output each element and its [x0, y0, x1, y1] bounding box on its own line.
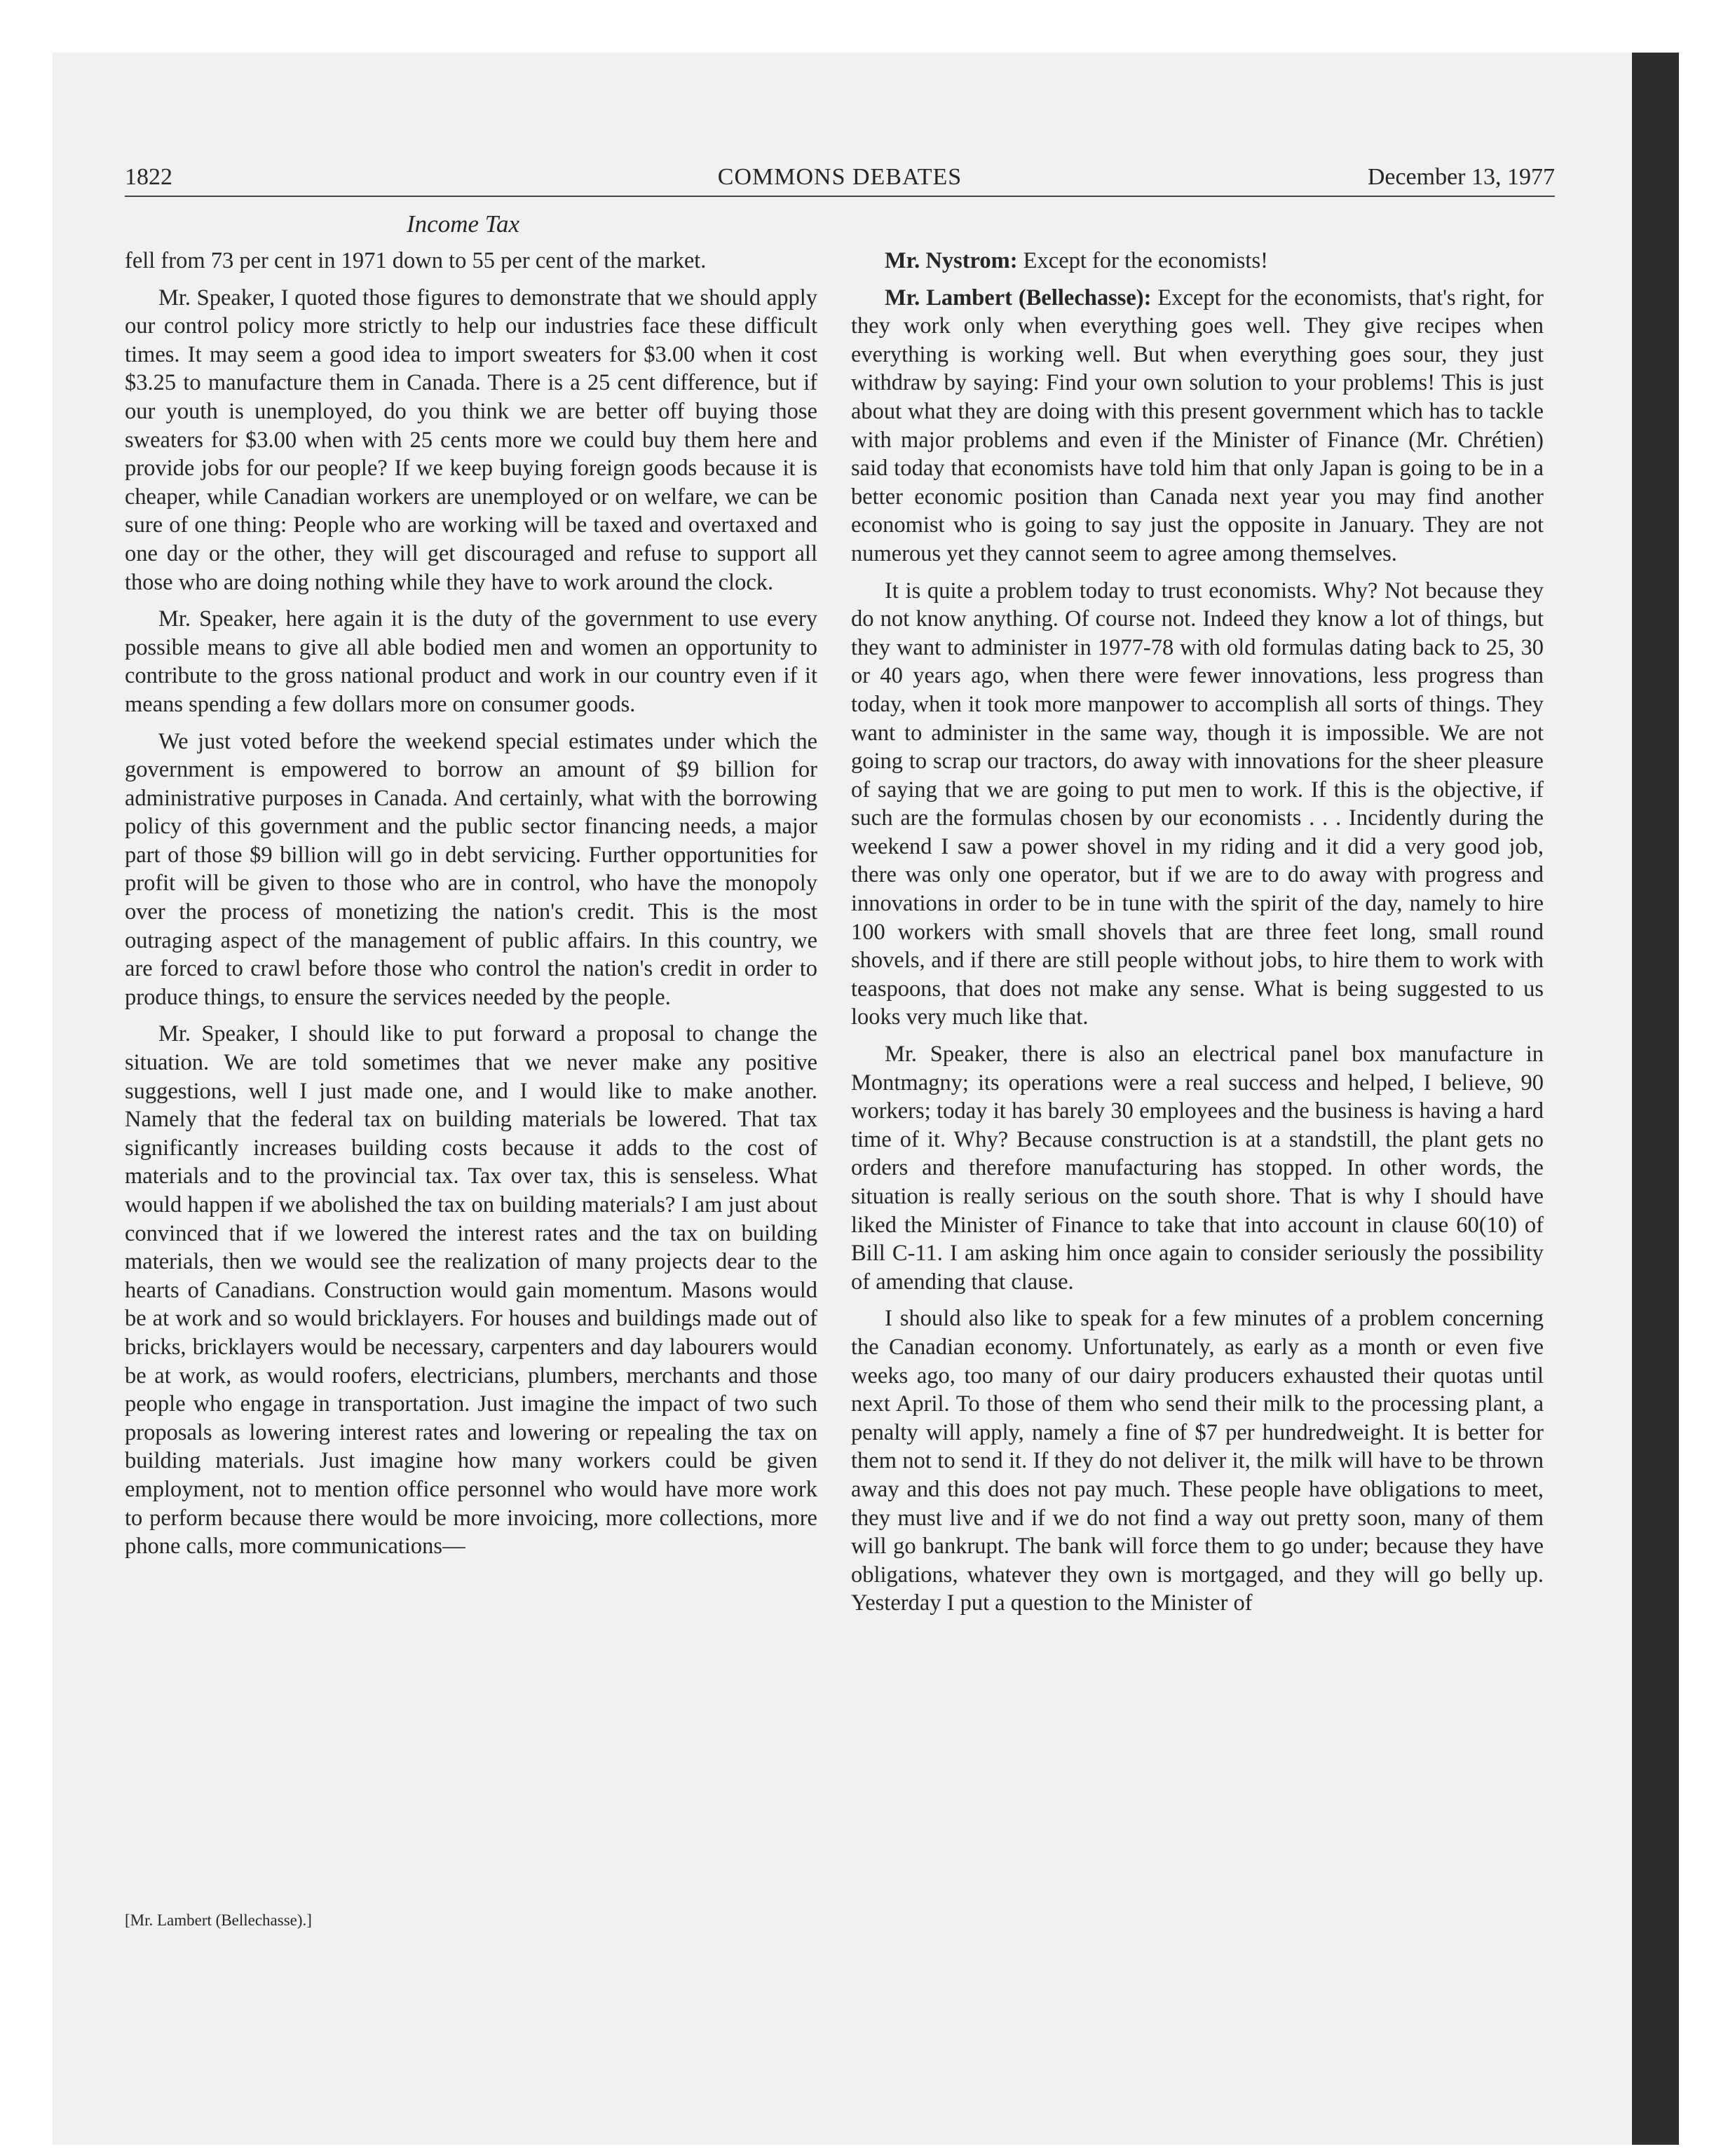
publication-date: December 13, 1977: [1367, 164, 1555, 190]
left-column: [125, 247, 817, 1569]
page-header: [125, 160, 1555, 195]
right-column: [851, 247, 1544, 1626]
paragraph: Mr. Speaker, I should like to put forward a proposal to change the situation. We are told sometimes that we never make any positive suggestions, well I just made one, and I would like to make another. Namely that the federal tax on building materials be lowered. That tax significantly increases building costs because it adds to the cost of materials and to the provincial tax. Tax over tax, this is senseless. What would happen if we abolished the tax on building materials? I am just about convinced that if we lowered the interest rates and the tax on building materials, then we would see the realization of many projects dear to the hearts of Canadians. Construction would gain momentum. Masons would be at work and so would bricklayers. For houses and buildings made out of bricks, bricklayers would be necessary, carpenters and day labourers would be at work, as would roofers, electricians, plumbers, merchants and those people who engage in transportation. Just imagine the impact of two such proposals as lowering interest rates and lowering or repealing the tax on building materials. Just imagine how many workers could be given employment, not to mention office personnel who would have more work to perform because there would be more invoicing, more collections, more phone calls, more communications—: [125, 1021, 817, 1560]
paragraph: Mr. Speaker, I quoted those figures to demonstrate that we should apply our control policy more strictly to help our industries face these difficult times. It may seem a good idea to import sweaters for $3.00 when it cost $3.25 to manufacture them in Canada. There is a 25 cent difference, but if our youth is unemployed, do you think we are better off buying those sweaters for $3.00 when with 25 cents more we could buy them here and provide jobs for our people? If we keep buying foreign goods because it is cheaper, while Canadian workers are unemployed or on welfare, we can be sure of one thing: People who are working will be taxed and overtaxed and one day or the other, they will get discouraged and refuse to support all those who are doing nothing while they have to work around the clock.: [125, 285, 817, 595]
speech-text: Except for the economists!: [1023, 248, 1268, 273]
speaker-attribution: [Mr. Lambert (Bellechasse).]: [125, 1911, 312, 1929]
paragraph: Mr. Speaker, here again it is the duty of the government to use every possible means to give all able bodied men and women an opportunity to contribute to the gross national product and work in our country even if it means spending a few dollars more on consumer goods.: [125, 606, 817, 717]
page-number: 1822: [125, 164, 172, 190]
speech-nystrom: [851, 247, 1544, 275]
paragraph: fell from 73 per cent in 1971 down to 55 per cent of the market.: [125, 248, 707, 273]
speech-lambert: [851, 284, 1544, 568]
speaker-name: Mr. Nystrom:: [885, 248, 1018, 273]
paragraph: We just voted before the weekend special estimates under which the government is empowered to borrow an amount of $9 billion for administrative purposes in Canada. And certainly, what with the borrowing policy of this government and the public sector financing needs, a major part of those $9 billion will go in debt servicing. Further opportunities for profit will be given to those who are in control, who have the monopoly over the process of monetizing the nation's credit. This is the most outraging aspect of the management of public affairs. In this country, we are forced to crawl before those who control the nation's credit in order to produce things, to ensure the services needed by the people.: [125, 728, 817, 1010]
paragraph: It is quite a problem today to trust economists. Why? Not because they do not know anything. Of course not. Indeed they know a lot of things, but they want to administer in 1977-78 with old formulas dating back to 25, 30 or 40 years ago, when there were fewer innovations, less progress than today, when it took more manpower to accomplish all sorts of things. They want to administer in the same way, though it is impossible. We are not going to scrap our tractors, do away with innovations for the sheer pleasure of saying that we are going to put men to work. If this is the objective, if such are the formulas chosen by our economists . . . Incidently during the weekend I saw a power shovel in my riding and it did a very good job, there was only one operator, but if we are to do away with progress and innovations in order to be in tune with the spirit of the day, namely to hire 100 workers with small shovels that are three feet long, small round shovels, and if there are still people without jobs, to hire them to work with teaspoons, that does not make any sense. What is being suggested to us looks very much like that.: [851, 578, 1544, 1030]
paragraph: Mr. Speaker, there is also an electrical panel box manufacture in Montmagny; its operations were a real success and helped, I believe, 90 workers; today it has barely 30 employees and the business is having a hard time of it. Why? Because construction is at a standstill, the plant gets no orders and therefore manufacturing has stopped. In other words, the situation is really serious on the south shore. That is why I should have liked the Minister of Finance to take that into account in clause 60(10) of Bill C-11. I am asking him once again to consider seriously the possibility of amending that clause.: [851, 1042, 1544, 1295]
publication-title: COMMONS DEBATES: [717, 164, 962, 190]
paragraph: I should also like to speak for a few minutes of a problem concerning the Canadian economy. Unfortunately, as early as a month or even five weeks ago, too many of our dairy producers exhausted their quotas until next April. To those of them who send their milk to the processing plant, a penalty will apply, namely a fine of $7 per hundredweight. It is better for them not to send it. If they do not deliver it, the milk will have to be thrown away and this does not pay much. These people have obligations to meet, they must live and if we do not find a way out pretty soon, many of them will go bankrupt. The bank will force them to go under; because they have obligations, whatever they own is mortgaged, and they will go belly up. Yesterday I put a question to the Minister of: [851, 1306, 1544, 1616]
header-rule: [125, 196, 1555, 197]
speech-text: Except for the economists, that's right, for they work only when everything goes well. They give recipes when everything is working well. But when everything goes sour, they just withdraw by saying: Find your own solution to your problems! This is just about what they are doing with this present government which has to tackle with major problems and even if the Minister of Finance (Mr. Chrétien) said today that economists have told him that only Japan is going to be in a better economic position than Canada next year you may find another economist who is going to say just the opposite in January. They are not numerous yet they cannot seem to agree among themselves.: [851, 285, 1544, 566]
binding-edge: [1632, 53, 1679, 2145]
subject-heading: Income Tax: [407, 210, 520, 238]
speaker-name: Mr. Lambert (Bellechasse):: [885, 285, 1152, 311]
